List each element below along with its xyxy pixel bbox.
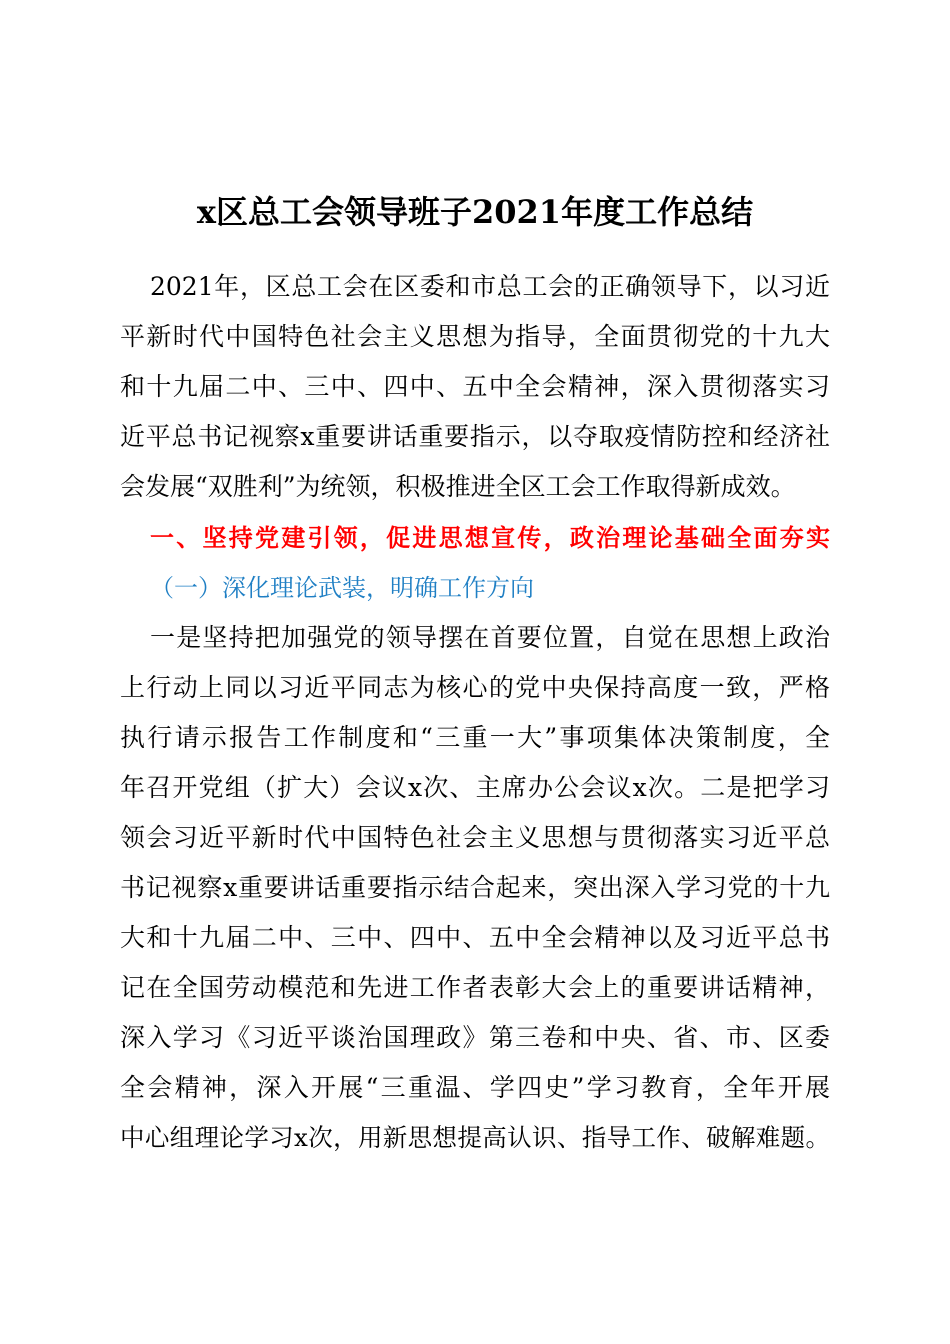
body-line: 一是坚持把加强党的领导摆在首要位置，自觉在思想上政治 [150,623,830,652]
body-line: 中心组理论学习x次，用新思想提高认识、指导工作、破解难题。 [120,1123,830,1152]
body-line: 年召开党组（扩大）会议x次、主席办公会议x次。二是把学习 [120,773,830,802]
intro-line: 和十九届二中、三中、四中、五中全会精神，深入贯彻落实习 [120,372,830,401]
body-line: 大和十九届二中、三中、四中、五中全会精神以及习近平总书 [120,923,830,952]
document-title: x区总工会领导班子2021年度工作总结 [196,193,754,231]
body-line: 上行动上同以习近平同志为核心的党中央保持高度一致，严格 [120,673,830,702]
body-line: 领会习近平新时代中国特色社会主义思想与贯彻落实习近平总 [120,823,830,852]
intro-line: 平新时代中国特色社会主义思想为指导，全面贯彻党的十九大 [120,322,830,351]
body-line: 执行请示报告工作制度和“三重一大”事项集体决策制度，全 [120,723,830,752]
intro-line: 会发展“双胜利”为统领，积极推进全区工会工作取得新成效。 [120,472,796,501]
subsection-heading: （一）深化理论武装，明确工作方向 [150,574,534,602]
intro-line: 2021年，区总工会在区委和市总工会的正确领导下，以习近 [150,272,830,301]
body-line: 书记视察x重要讲话重要指示结合起来，突出深入学习党的十九 [120,873,830,902]
intro-line: 近平总书记视察x重要讲话重要指示，以夺取疫情防控和经济社 [120,422,830,451]
body-line: 记在全国劳动模范和先进工作者表彰大会上的重要讲话精神， [120,973,830,1002]
body-line: 全会精神，深入开展“三重温、学四史”学习教育，全年开展 [120,1073,830,1102]
section-heading: 一、坚持党建引领，促进思想宣传，政治理论基础全面夯实 [150,524,830,552]
body-line: 深入学习《习近平谈治国理政》第三卷和中央、省、市、区委 [120,1023,830,1052]
